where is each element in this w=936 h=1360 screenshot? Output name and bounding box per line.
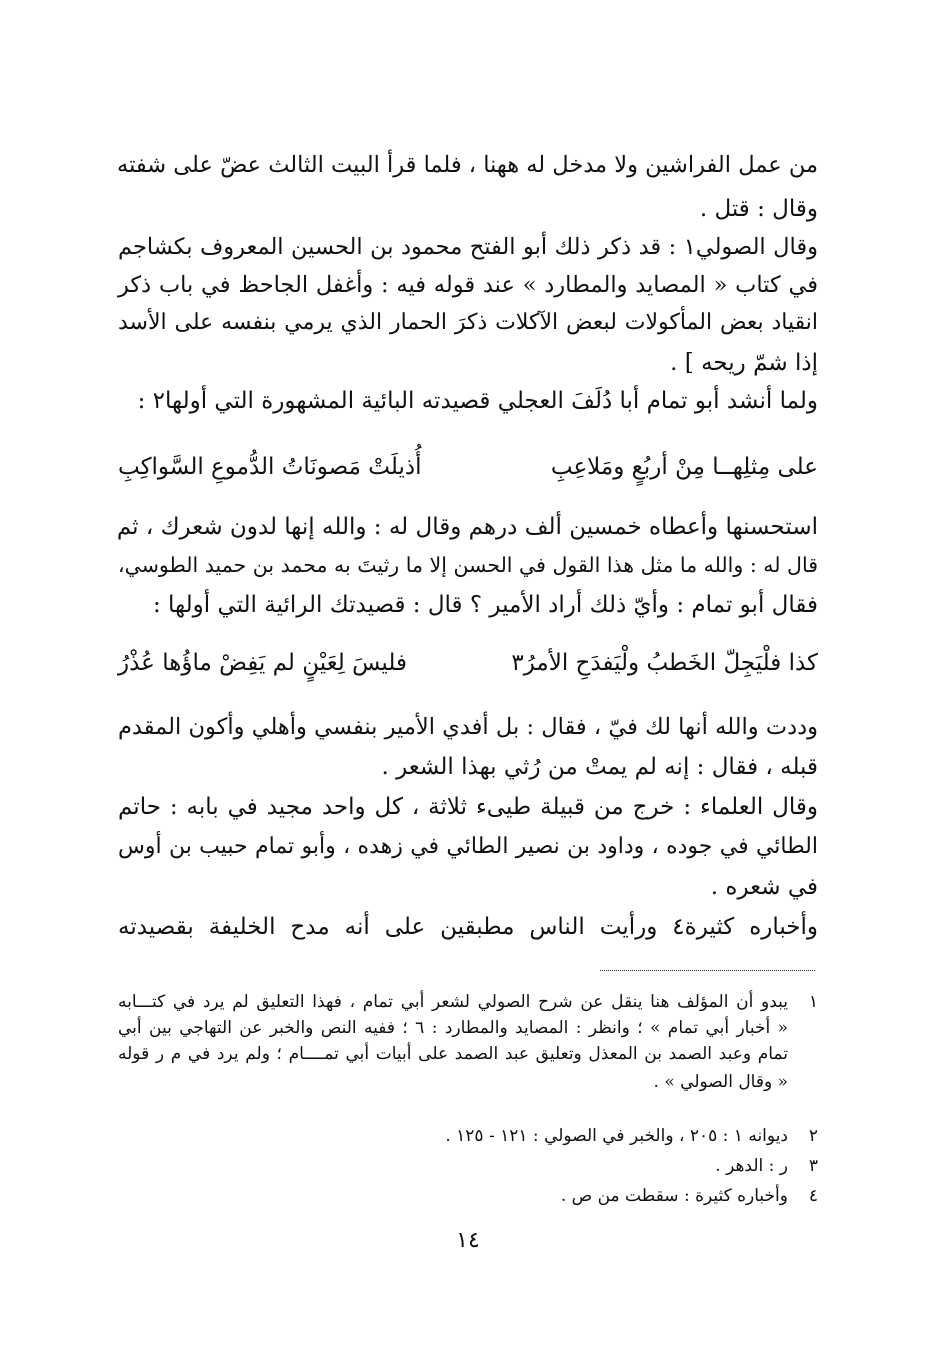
body-line: في شعره . <box>710 874 818 900</box>
verse-hemistich-second: فليسَ لِعَيْنٍ لم يَفِضْ ماؤُها عُذْرُ <box>118 650 407 676</box>
body-line: وقال : قتل . <box>699 196 818 222</box>
body-line: وقال الصولي١ : قد ذكر ذلك أبو الفتح محمود بن الحسين المعروف بكشاجم <box>118 234 818 260</box>
body-line: في كتاب « المصايد والمطارد » عند قوله فيه : وأغفل الجاحظ في باب ذكر <box>118 272 818 298</box>
verse-hemistich-second: أُذيلَتْ مَصونَاتُ الدُّموعِ السَّواكِبِ <box>118 454 422 480</box>
footnote-line: « أخبار أبي تمام » ؛ وانظر : المصايد والمطارد : ٦ ؛ ففيه النص والخبر عن التهاجي بين أبي <box>118 1018 789 1038</box>
footnote-number: ٢ <box>808 1126 818 1146</box>
body-line: إذا شمّ ريحه ] . <box>670 350 818 376</box>
body-line: ولما أنشد أبو تمام أبا دُلَفَ العجلي قصيدته البائية المشهورة التي أولها٢ : <box>137 388 818 414</box>
footnote-separator <box>600 970 815 971</box>
footnote-line: تمام وعبد الصمد بن المعذل وتعليق عبد الصمد على أبيات أبي تمــــام ؛ ولم يرد في م ر قوله <box>118 1044 788 1064</box>
body-line: قال له : والله ما مثل هذا القول في الحسن إلا ما رثيتَ به محمد بن حميد الطوسي، <box>118 553 818 577</box>
verse-hemistich-first: على مِثلِهــا مِنْ أربُعٍ ومَلاعِبِ <box>550 454 818 480</box>
footnote-line: ر : الدهر . <box>715 1156 788 1176</box>
body-line: الطائي في جوده ، وداود بن نصير الطائي في زهده ، وأبو تمام حبيب بن أوس <box>118 834 818 859</box>
footnote-1 <box>118 990 818 1090</box>
footnote-line: يبدو أن المؤلف هنا ينقل عن شرح الصولي لشعر أبي تمام ، فهذا التعليق لم يرد في كتـــابه <box>118 992 788 1012</box>
body-line: وأخباره كثيرة٤ ورأيت الناس مطبقين على أنه مدح الخليفة بقصيدته <box>118 914 819 940</box>
body-line: انقياد بعض المأكولات لبعض الآكلات ذكرَ الحمار الذي يرمي بنفسه على الأسد <box>118 310 818 335</box>
footnote-number: ٤ <box>808 1186 818 1206</box>
page-number: ١٤ <box>456 1228 480 1253</box>
body-line: وقال العلماء : خرج من قبيلة طيىء ثلاثة ، كل واحد مجيد في بابه : حاتم <box>118 794 818 820</box>
footnote-line: وأخباره كثيرة : سقطت من ص . <box>560 1186 788 1206</box>
body-line: قبله ، فقال : إنه لم يمتْ من رُثي بهذا الشعر . <box>381 754 818 780</box>
body-line: من عمل الفراشين ولا مدخل له ههنا ، فلما قرأ البيت الثالث عضّ على شفته <box>117 152 818 178</box>
footnote-number: ٣ <box>808 1156 818 1176</box>
body-line: فقال أبو تمام : وأيّ ذلك أراد الأمير ؟ قال : قصيدتك الرائية التي أولها : <box>152 592 818 618</box>
footnote-line: « وقال الصولي » . <box>653 1072 788 1092</box>
body-line: وددت والله أنها لك فيّ ، فقال : بل أفدي الأمير بنفسي وأهلي وأكون المقدم <box>118 714 818 740</box>
footnote-line: ديوانه ١ : ٢٠٥ ، والخبر في الصولي : ١٢١ - ١٢٥ . <box>445 1126 788 1146</box>
footnote-number: ١ <box>808 992 818 1012</box>
body-line: استحسنها وأعطاه خمسين ألف درهم وقال له : والله إنها لدون شعرك ، ثم <box>116 514 818 540</box>
verse-hemistich-first: كذا فلْيَجِلّ الخَطبُ ولْيَفدَحِ الأمرُ٣ <box>511 650 818 676</box>
